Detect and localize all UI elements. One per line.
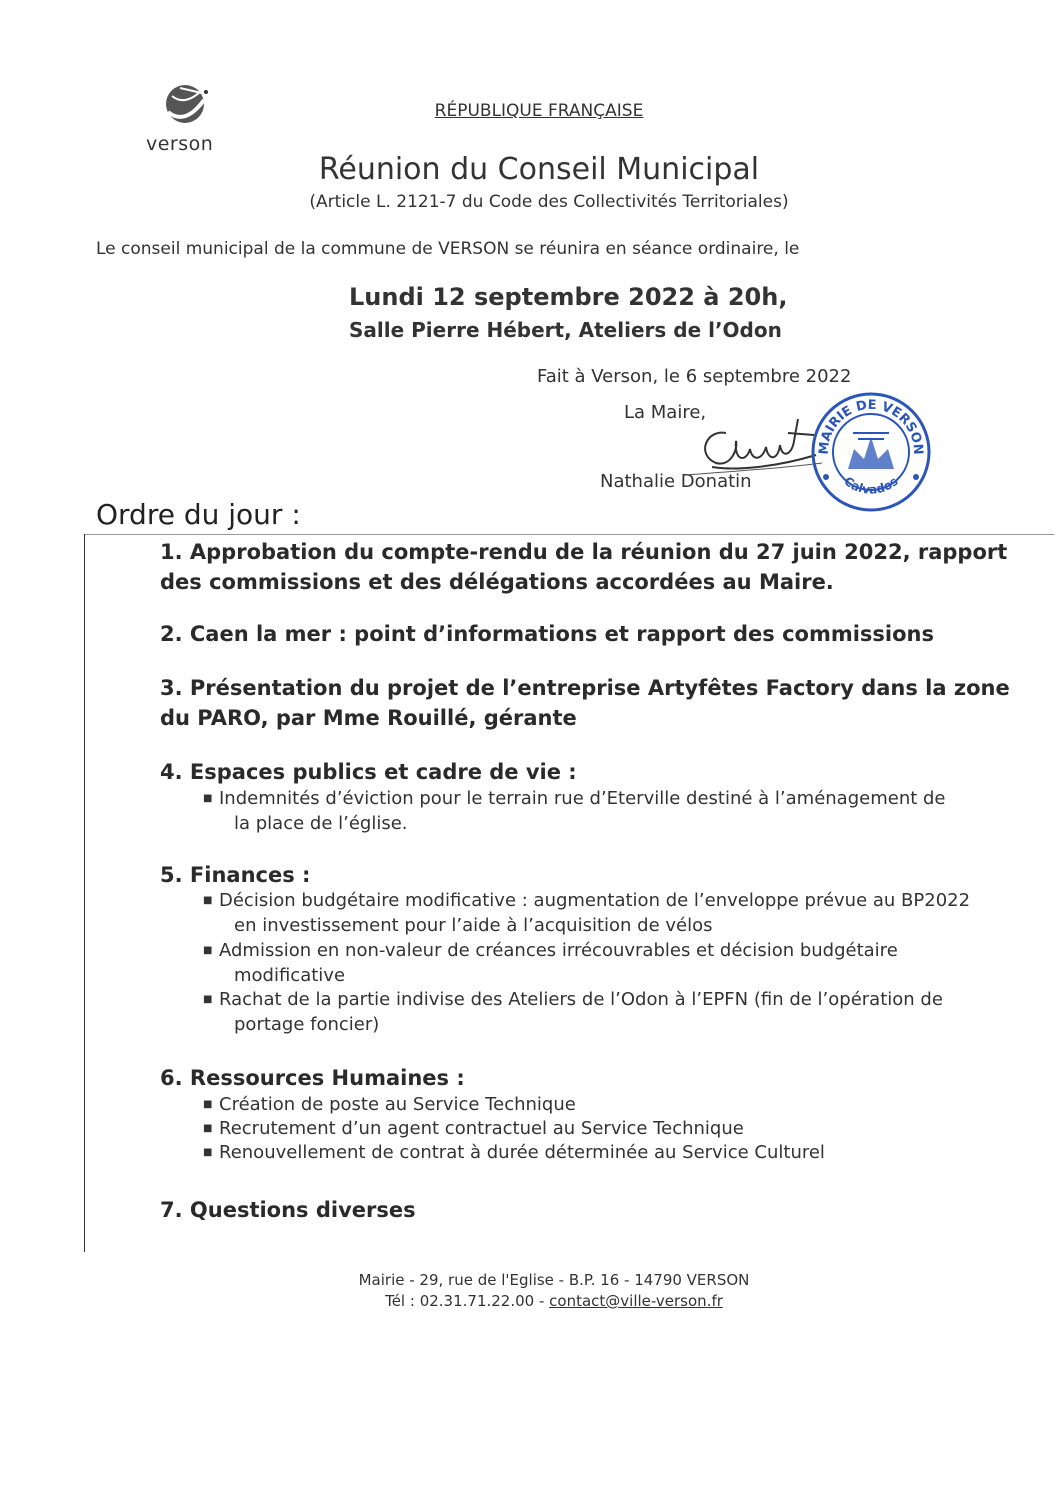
agenda-item-3-line2: du PARO, par Mme Rouillé, gérante [160,706,577,730]
sub-line2: en investissement pour l’aide à l’acquisition de vélos [234,915,713,936]
signatory-name: Nathalie Donatin [600,471,752,492]
handwritten-signature [676,405,826,485]
bullet-icon: ■ [203,793,213,804]
agenda-item-4-line1: 4. Espaces publics et cadre de vie : [160,760,577,784]
agenda-item-4-sub-1 [203,786,946,836]
bullet-icon: ■ [203,895,213,906]
divider [84,534,1054,535]
sub-line2: la place de l’église. [234,813,408,834]
sub-line2: modificative [234,965,346,986]
svg-text:MAIRIE DE VERSON: MAIRIE DE VERSON [816,397,926,456]
agenda-item-4 [160,757,577,787]
agenda-item-6-sub-2 [203,1116,744,1141]
footer-contact [0,1292,1058,1310]
legal-reference: (Article L. 2121-7 du Code des Collectivités Territoriales) [309,192,789,212]
sub-line1: Recrutement d’un agent contractuel au Service Technique [219,1118,744,1139]
agenda-item-6-sub-1 [203,1092,576,1117]
sub-line1: Création de poste au Service Technique [219,1094,576,1115]
sub-line2: portage foncier) [234,1014,380,1035]
logo-text: verson [146,133,214,155]
agenda-item-6-line1: 6. Ressources Humaines : [160,1066,465,1090]
footer-phone: Tél : 02.31.71.22.00 - [385,1292,550,1310]
agenda-item-2-line1: 2. Caen la mer : point d’informations et rapport des commissions [160,622,934,646]
sub-line1: Décision budgétaire modificative : augmentation de l’enveloppe prévue au BP2022 [219,890,971,911]
sub-line1: Admission en non-valeur de créances irrécouvrables et décision budgétaire [219,940,898,961]
agenda-item-7-line1: 7. Questions diverses [160,1198,416,1222]
agenda-item-1 [160,537,1007,597]
agenda-item-6-sub-3 [203,1140,825,1165]
agenda-item-5-sub-3 [203,987,943,1037]
agenda-item-5-sub-2 [203,938,898,988]
agenda-title: Ordre du jour : [96,498,301,531]
agenda-item-5-line1: 5. Finances : [160,863,311,887]
sub-line1: Indemnités d’éviction pour le terrain rue d’Eterville destiné à l’aménagement de [219,788,946,809]
bullet-icon: ■ [203,945,213,956]
bullet-icon: ■ [203,994,213,1005]
bullet-icon: ■ [203,1147,213,1158]
signatory-role: La Maire, [624,402,707,423]
republic-heading: RÉPUBLIQUE FRANÇAISE [434,101,644,121]
intro-text: Le conseil municipal de la commune de VERSON se réunira en séance ordinaire, le [96,239,800,259]
footer-address: Mairie - 29, rue de l'Eglise - B.P. 16 - 14790 VERSON [358,1271,750,1289]
bullet-icon: ■ [203,1123,213,1134]
agenda-item-2 [160,619,934,649]
place-date: Fait à Verson, le 6 septembre 2022 [537,366,852,387]
sub-line1: Rachat de la partie indivise des Ateliers de l’Odon à l’EPFN (fin de l’opération de [219,989,943,1010]
meeting-date: Lundi 12 septembre 2022 à 20h, [349,283,788,311]
margin-rule [84,534,85,1252]
agenda-item-6 [160,1063,465,1093]
footer-email-link[interactable]: contact@ville-verson.fr [549,1292,723,1310]
bullet-icon: ■ [203,1099,213,1110]
agenda-item-1-line2: des commissions et des délégations accordées au Maire. [160,570,834,594]
agenda-item-1-line1: 1. Approbation du compte-rendu de la réunion du 27 juin 2022, rapport [160,540,1008,564]
svg-text:Calvados: Calvados [841,473,901,497]
agenda-item-3-line1: 3. Présentation du projet de l’entreprise Artyfêtes Factory dans la zone [160,676,1010,700]
agenda-item-5-sub-1 [203,888,970,938]
agenda-item-5 [160,860,310,890]
sub-line1: Renouvellement de contrat à durée déterminée au Service Culturel [219,1142,825,1163]
agenda-item-7 [160,1195,416,1225]
meeting-venue: Salle Pierre Hébert, Ateliers de l’Odon [349,318,782,342]
page-title: Réunion du Conseil Municipal [318,152,760,187]
official-stamp [808,389,934,515]
agenda-item-3 [160,673,1010,733]
